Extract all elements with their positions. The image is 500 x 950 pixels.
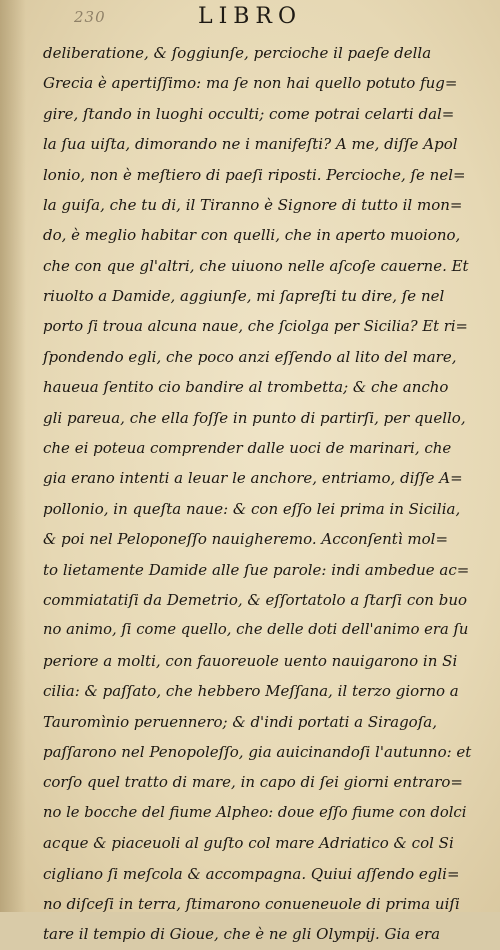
text-line: corſo quel tratto di mare, in capo di ſei giorni entraro=: [43, 773, 463, 792]
text-line: gli pareua, che ella foſſe in punto di partirſi, per quello,: [43, 408, 466, 427]
page-edge-shadow: [0, 0, 26, 912]
text-line: no le bocche del fiume Alpheo: doue eſſo fiume con dolci: [43, 803, 467, 821]
text-line: haueua ſentito cio bandire al trombetta; & che ancho: [43, 378, 449, 397]
text-line: no diſceſi in terra, ſtimarono conueneuole di prima uiſi: [43, 894, 460, 913]
text-line: la ſua uiſta, dimorando ne i manifeſti? A me, diſſe Apol: [43, 135, 458, 154]
text-line: Tauromìnio peruennero; & d'indi portati a Siragoſa,: [43, 712, 437, 731]
text-line: che ei poteua comprender dalle uoci de marinari, che: [43, 439, 452, 458]
running-head: LIBRO: [197, 4, 303, 29]
text-line: tare il tempio di Gioue, che è ne gli Olympij. Gia era: [43, 925, 441, 944]
text-line: deliberatione, & ſoggiunſe, percioche il paeſe della: [43, 44, 432, 62]
text-line: cilia: & paſſato, che hebbero Meſſana, il terzo giorno a: [43, 682, 459, 701]
text-line: pollonio, in queſta naue: & con eſſo lei prima in Sicilia,: [43, 499, 461, 518]
text-line: lonio, non è meſtiero di paeſi riposti. Percioche, ſe nel=: [43, 165, 466, 184]
text-line: riuolto a Damide, aggiunſe, mi ſapreſti tu dire, ſe nel: [43, 287, 445, 306]
text-line: gire, ſtando in luoghi occulti; come potrai celarti dal=: [43, 104, 455, 123]
text-line: ſpondendo egli, che poco anzi eſſendo al lito del mare,: [43, 347, 457, 366]
text-line: che con que gl'altri, che uiuono nelle aſcoſe cauerne. Et: [43, 256, 469, 275]
text-line: do, è meglio habitar con quelli, che in aperto muoiono,: [43, 226, 461, 245]
text-line: commiatatiſi da Demetrio, & eſſortatolo a ſtarſi con buo: [43, 591, 468, 610]
text-line: & poi nel Peloponeſſo nauigheremo. Acconſentì mol=: [43, 530, 449, 549]
text-line: paſſarono nel Penopoleſſo, gia auicinandoſi l'autunno: et: [43, 742, 472, 761]
text-line: acque & piaceuoli al guſto col mare Adriatico & col Si: [43, 834, 454, 853]
text-line: gia erano intenti a leuar le anchore, entriamo, diſſe A=: [43, 469, 463, 488]
text-line: no animo, ſi come quello, che delle doti dell'animo era ſu: [43, 621, 469, 639]
text-line: porto ſi troua alcuna naue, che ſciolga per Sicilia? Et ri=: [43, 317, 468, 335]
text-line: to lietamente Damide alle ſue parole: indi ambedue ac=: [43, 560, 470, 579]
text-line: periore a molti, con fauoreuole uento nauigarono in Si: [43, 651, 458, 670]
body-text: [43, 38, 471, 950]
text-line: la guiſa, che tu di, il Tiranno è Signore di tutto il mon=: [43, 195, 463, 214]
text-line: cigliano ſi meſcola & accompagna. Quiui aſſendo egli=: [43, 864, 460, 883]
page-number: 230: [74, 8, 106, 26]
text-line: Grecia è apertiſſimo: ma ſe non hai quello potuto fug=: [43, 74, 458, 93]
